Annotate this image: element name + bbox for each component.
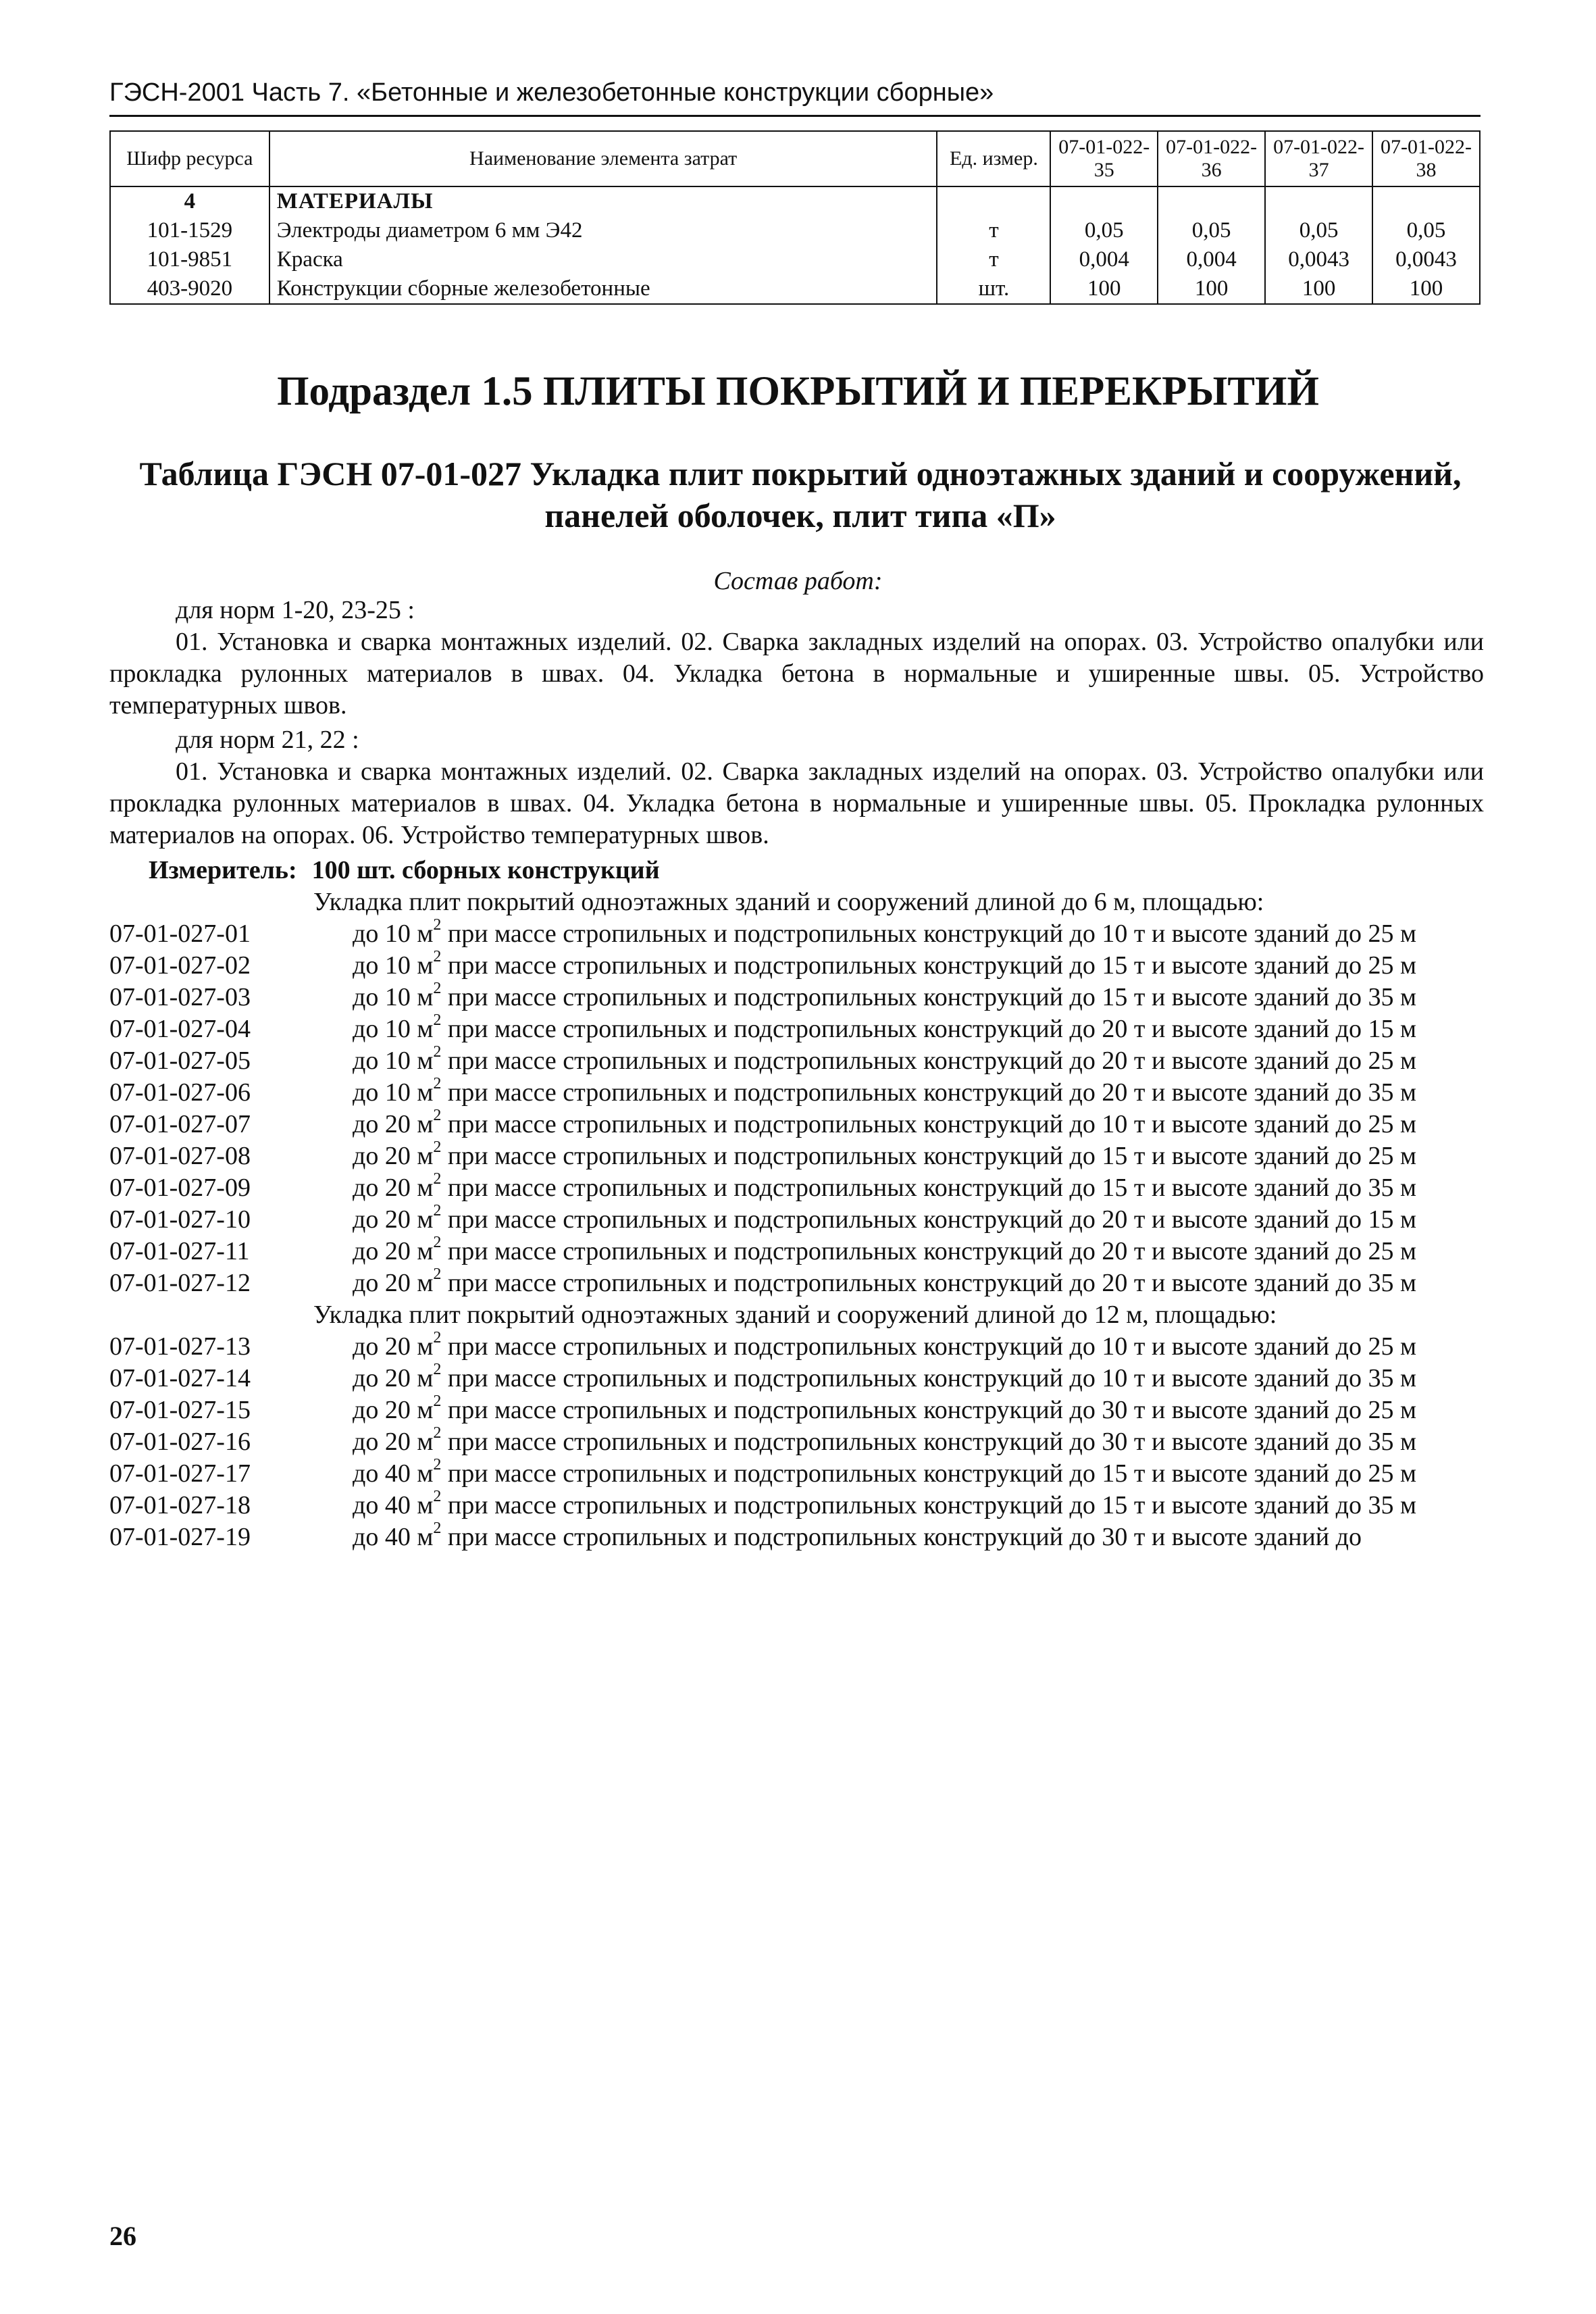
norm-area-exponent: 2 (433, 1392, 442, 1411)
norm-code: 07-01-027-17 (109, 1459, 251, 1488)
meter-value: 100 шт. сборных конструкций (311, 856, 660, 884)
norm-code: 07-01-027-03 (109, 983, 251, 1011)
norm-area: до 10 м (353, 1015, 434, 1043)
norm-row (109, 982, 1487, 1013)
resource-code: 403-9020 (110, 274, 269, 304)
norm-area: до 20 м (353, 1142, 434, 1170)
resource-value: 0,004 (1050, 245, 1158, 274)
norm-conditions: при массе стропильных и подстропильных конструкций до 20 т и высоте зданий до 15 м (441, 1205, 1417, 1234)
group-name: МАТЕРИАЛЫ (269, 186, 937, 216)
norm-description (353, 1521, 1487, 1553)
norms-list (109, 886, 1487, 1553)
subsection-title: Подраздел 1.5 ПЛИТЫ ПОКРЫТИЙ И ПЕРЕКРЫТИЙ (277, 369, 1319, 414)
norm-area-exponent: 2 (433, 1519, 442, 1538)
column-header: 07-01-022-35 (1050, 131, 1158, 186)
norm-area-exponent: 2 (433, 1488, 442, 1506)
norm-area: до 20 м (353, 1332, 434, 1361)
norm-area-exponent: 2 (433, 1170, 442, 1188)
norm-area: до 20 м (353, 1364, 434, 1392)
norm-code: 07-01-027-04 (109, 1015, 251, 1043)
column-header: 07-01-022-37 (1265, 131, 1372, 186)
empty-cell (1050, 186, 1158, 216)
norm-area-exponent: 2 (433, 980, 442, 998)
norm-area-exponent: 2 (433, 1329, 442, 1347)
empty-cell (1265, 186, 1372, 216)
norm-code: 07-01-027-14 (109, 1364, 251, 1392)
resource-code: 101-9851 (110, 245, 269, 274)
norm-area-exponent: 2 (433, 1424, 442, 1442)
norm-area-exponent: 2 (433, 1138, 442, 1157)
norm-conditions: при массе стропильных и подстропильных конструкций до 30 т и высоте зданий до 35 м (441, 1428, 1417, 1456)
norm-conditions: при массе стропильных и подстропильных конструкций до 15 т и высоте зданий до 25 м (441, 1459, 1417, 1488)
norm-code: 07-01-027-08 (109, 1142, 251, 1170)
norm-row (109, 1426, 1487, 1458)
resource-table (109, 130, 1481, 305)
empty-cell (1158, 186, 1265, 216)
empty-cell (1372, 186, 1480, 216)
work-group (109, 595, 1484, 722)
norm-group-heading: Укладка плит покрытий одноэтажных зданий и сооружений длиной до 12 м, площадью: (313, 1301, 1277, 1329)
table-row (110, 245, 1480, 274)
norm-description (353, 1363, 1487, 1394)
norm-area: до 10 м (353, 1047, 434, 1075)
norm-area-exponent: 2 (433, 1361, 442, 1379)
column-header: Шифр ресурса (110, 131, 269, 186)
norm-conditions: при массе стропильных и подстропильных конструкций до 30 т и высоте зданий до 25 м (441, 1396, 1417, 1424)
norm-description (353, 918, 1487, 950)
resource-table-header-row (110, 131, 1480, 186)
norm-description (353, 1394, 1487, 1426)
norm-conditions: при массе стропильных и подстропильных конструкций до 20 т и высоте зданий до 35 м (441, 1078, 1417, 1107)
norm-area: до 20 м (353, 1110, 434, 1138)
norm-area-exponent: 2 (433, 1234, 442, 1252)
norm-area: до 10 м (353, 920, 434, 948)
norm-area: до 20 м (353, 1428, 434, 1456)
norm-conditions: при массе стропильных и подстропильных конструкций до 10 т и высоте зданий до 25 м (441, 1332, 1417, 1361)
work-group (109, 724, 1484, 851)
resource-value: 100 (1050, 274, 1158, 304)
norm-conditions: при массе стропильных и подстропильных конструкций до 15 т и высоте зданий до 25 м (441, 1142, 1417, 1170)
norm-area-exponent: 2 (433, 1107, 442, 1125)
norm-description (353, 1458, 1487, 1490)
norm-row (109, 1394, 1487, 1426)
norm-description (353, 1236, 1487, 1267)
table-row (110, 274, 1480, 304)
norm-area-exponent: 2 (433, 1456, 442, 1474)
norm-code: 07-01-027-05 (109, 1047, 251, 1075)
norm-area-exponent: 2 (433, 1075, 442, 1093)
norm-description (353, 1045, 1487, 1077)
norm-area: до 10 м (353, 951, 434, 980)
norm-conditions: при массе стропильных и подстропильных конструкций до 15 т и высоте зданий до 35 м (441, 1491, 1417, 1519)
work-group-text: 01. Установка и сварка монтажных изделий. 02. Сварка закладных изделий на опорах. 03. Устройство опалубки или прокладка рулонных материалов в швах. 04. Укладка бетона в нормальные и уширенные швы. 05. Прокладка рулонных материалов на опорах. 06. Устройство температурных швов. (109, 757, 1484, 849)
norm-code: 07-01-027-01 (109, 920, 251, 948)
resource-name: Конструкции сборные железобетонные (269, 274, 937, 304)
empty-cell (937, 186, 1050, 216)
norm-row (109, 1013, 1487, 1045)
resource-value: 0,0043 (1265, 245, 1372, 274)
column-header: Ед. измер. (937, 131, 1050, 186)
running-header: ГЭСН-2001 Часть 7. «Бетонные и железобетонные конструкции сборные» (109, 78, 994, 107)
norm-area-exponent: 2 (433, 1202, 442, 1220)
norm-code: 07-01-027-15 (109, 1396, 251, 1424)
norm-conditions: при массе стропильных и подстропильных конструкций до 30 т и высоте зданий до (441, 1523, 1362, 1551)
norm-code: 07-01-027-19 (109, 1523, 251, 1551)
norm-row (109, 1077, 1487, 1109)
resource-value: 100 (1265, 274, 1372, 304)
column-header: 07-01-022-36 (1158, 131, 1265, 186)
norm-area: до 10 м (353, 983, 434, 1011)
norm-row (109, 1140, 1487, 1172)
norm-code: 07-01-027-16 (109, 1428, 251, 1456)
resource-value: 0,05 (1265, 216, 1372, 245)
norm-description (353, 982, 1487, 1013)
norm-code: 07-01-027-12 (109, 1269, 251, 1297)
resource-name: Электроды диаметром 6 мм Э42 (269, 216, 937, 245)
resource-name: Краска (269, 245, 937, 274)
norm-area-exponent: 2 (433, 948, 442, 966)
resource-code: 101-1529 (110, 216, 269, 245)
norm-description (353, 1109, 1487, 1140)
norm-code: 07-01-027-18 (109, 1491, 251, 1519)
norm-area: до 40 м (353, 1491, 434, 1519)
norm-description (353, 1490, 1487, 1521)
resource-value: 100 (1158, 274, 1265, 304)
page-number: 26 (109, 2221, 136, 2251)
column-header: Наименование элемента затрат (269, 131, 937, 186)
norm-conditions: при массе стропильных и подстропильных конструкций до 10 т и высоте зданий до 25 м (441, 1110, 1417, 1138)
norm-row (109, 918, 1487, 950)
resource-value: 0,05 (1050, 216, 1158, 245)
norm-area: до 40 м (353, 1523, 434, 1551)
norm-conditions: при массе стропильных и подстропильных конструкций до 20 т и высоте зданий до 25 м (441, 1047, 1417, 1075)
norm-conditions: при массе стропильных и подстропильных конструкций до 20 т и высоте зданий до 25 м (441, 1237, 1417, 1265)
norm-description (353, 1140, 1487, 1172)
norm-row (109, 1521, 1487, 1553)
norm-conditions: при массе стропильных и подстропильных конструкций до 15 т и высоте зданий до 35 м (441, 983, 1417, 1011)
norm-row (109, 1236, 1487, 1267)
norm-conditions: при массе стропильных и подстропильных конструкций до 15 т и высоте зданий до 25 м (441, 951, 1417, 980)
column-header: 07-01-022-38 (1372, 131, 1480, 186)
norm-area: до 20 м (353, 1205, 434, 1234)
table-group-row (110, 186, 1480, 216)
work-group-label: для норм 1-20, 23-25 : (176, 596, 415, 624)
norm-area: до 20 м (353, 1269, 434, 1297)
norm-row (109, 1172, 1487, 1204)
norm-row (109, 1490, 1487, 1521)
resource-value: 100 (1372, 274, 1480, 304)
norm-code: 07-01-027-06 (109, 1078, 251, 1107)
norm-area-exponent: 2 (433, 1265, 442, 1284)
norm-conditions: при массе стропильных и подстропильных конструкций до 10 т и высоте зданий до 35 м (441, 1364, 1417, 1392)
norm-code: 07-01-027-07 (109, 1110, 251, 1138)
norm-row (109, 1109, 1487, 1140)
norm-description (353, 950, 1487, 982)
resource-value: 0,004 (1158, 245, 1265, 274)
norm-area: до 10 м (353, 1078, 434, 1107)
group-code: 4 (110, 186, 269, 216)
resource-value: 0,0043 (1372, 245, 1480, 274)
work-group-text: 01. Установка и сварка монтажных изделий. 02. Сварка закладных изделий на опорах. 03. Устройство опалубки или прокладка рулонных материалов в швах. 04. Укладка бетона в нормальные и уширенные швы. 05. Устройство температурных швов. (109, 628, 1484, 720)
resource-unit: т (937, 216, 1050, 245)
meter (149, 855, 660, 886)
norm-area-exponent: 2 (433, 1043, 442, 1061)
norm-description (353, 1172, 1487, 1204)
norm-code: 07-01-027-13 (109, 1332, 251, 1361)
norm-description (353, 1331, 1487, 1363)
norm-row (109, 1331, 1487, 1363)
table-row (110, 216, 1480, 245)
meter-label: Измеритель: (149, 856, 297, 884)
resource-unit: т (937, 245, 1050, 274)
norm-description (353, 1077, 1487, 1109)
norm-description (353, 1426, 1487, 1458)
norm-code: 07-01-027-09 (109, 1174, 251, 1202)
norm-row (109, 1045, 1487, 1077)
norm-area-exponent: 2 (433, 1011, 442, 1030)
norm-description (353, 1267, 1487, 1299)
header-rule (109, 115, 1481, 117)
norm-row (109, 950, 1487, 982)
table-title: Таблица ГЭСН 07-01-027 Укладка плит покрытий одноэтажных зданий и сооружений, панелей оболочек, плит типа «П» (139, 455, 1462, 534)
resource-value: 0,05 (1372, 216, 1480, 245)
resource-value: 0,05 (1158, 216, 1265, 245)
norm-group-heading: Укладка плит покрытий одноэтажных зданий и сооружений длиной до 6 м, площадью: (313, 888, 1264, 916)
norm-row (109, 1267, 1487, 1299)
work-group-label: для норм 21, 22 : (176, 726, 359, 754)
norm-conditions: при массе стропильных и подстропильных конструкций до 10 т и высоте зданий до 25 м (441, 920, 1417, 948)
norm-code: 07-01-027-10 (109, 1205, 251, 1234)
norm-conditions: при массе стропильных и подстропильных конструкций до 20 т и высоте зданий до 15 м (441, 1015, 1417, 1043)
norm-description (353, 1204, 1487, 1236)
norm-area-exponent: 2 (433, 916, 442, 934)
norm-code: 07-01-027-02 (109, 951, 251, 980)
norm-area: до 40 м (353, 1459, 434, 1488)
works-heading: Состав работ: (713, 567, 883, 595)
norm-row (109, 1458, 1487, 1490)
norm-row (109, 1204, 1487, 1236)
norm-area: до 20 м (353, 1174, 434, 1202)
norm-code: 07-01-027-11 (109, 1237, 250, 1265)
norm-conditions: при массе стропильных и подстропильных конструкций до 20 т и высоте зданий до 35 м (441, 1269, 1417, 1297)
norm-row (109, 1363, 1487, 1394)
resource-unit: шт. (937, 274, 1050, 304)
norm-conditions: при массе стропильных и подстропильных конструкций до 15 т и высоте зданий до 35 м (441, 1174, 1417, 1202)
norm-area: до 20 м (353, 1396, 434, 1424)
norm-area: до 20 м (353, 1237, 434, 1265)
norm-description (353, 1013, 1487, 1045)
